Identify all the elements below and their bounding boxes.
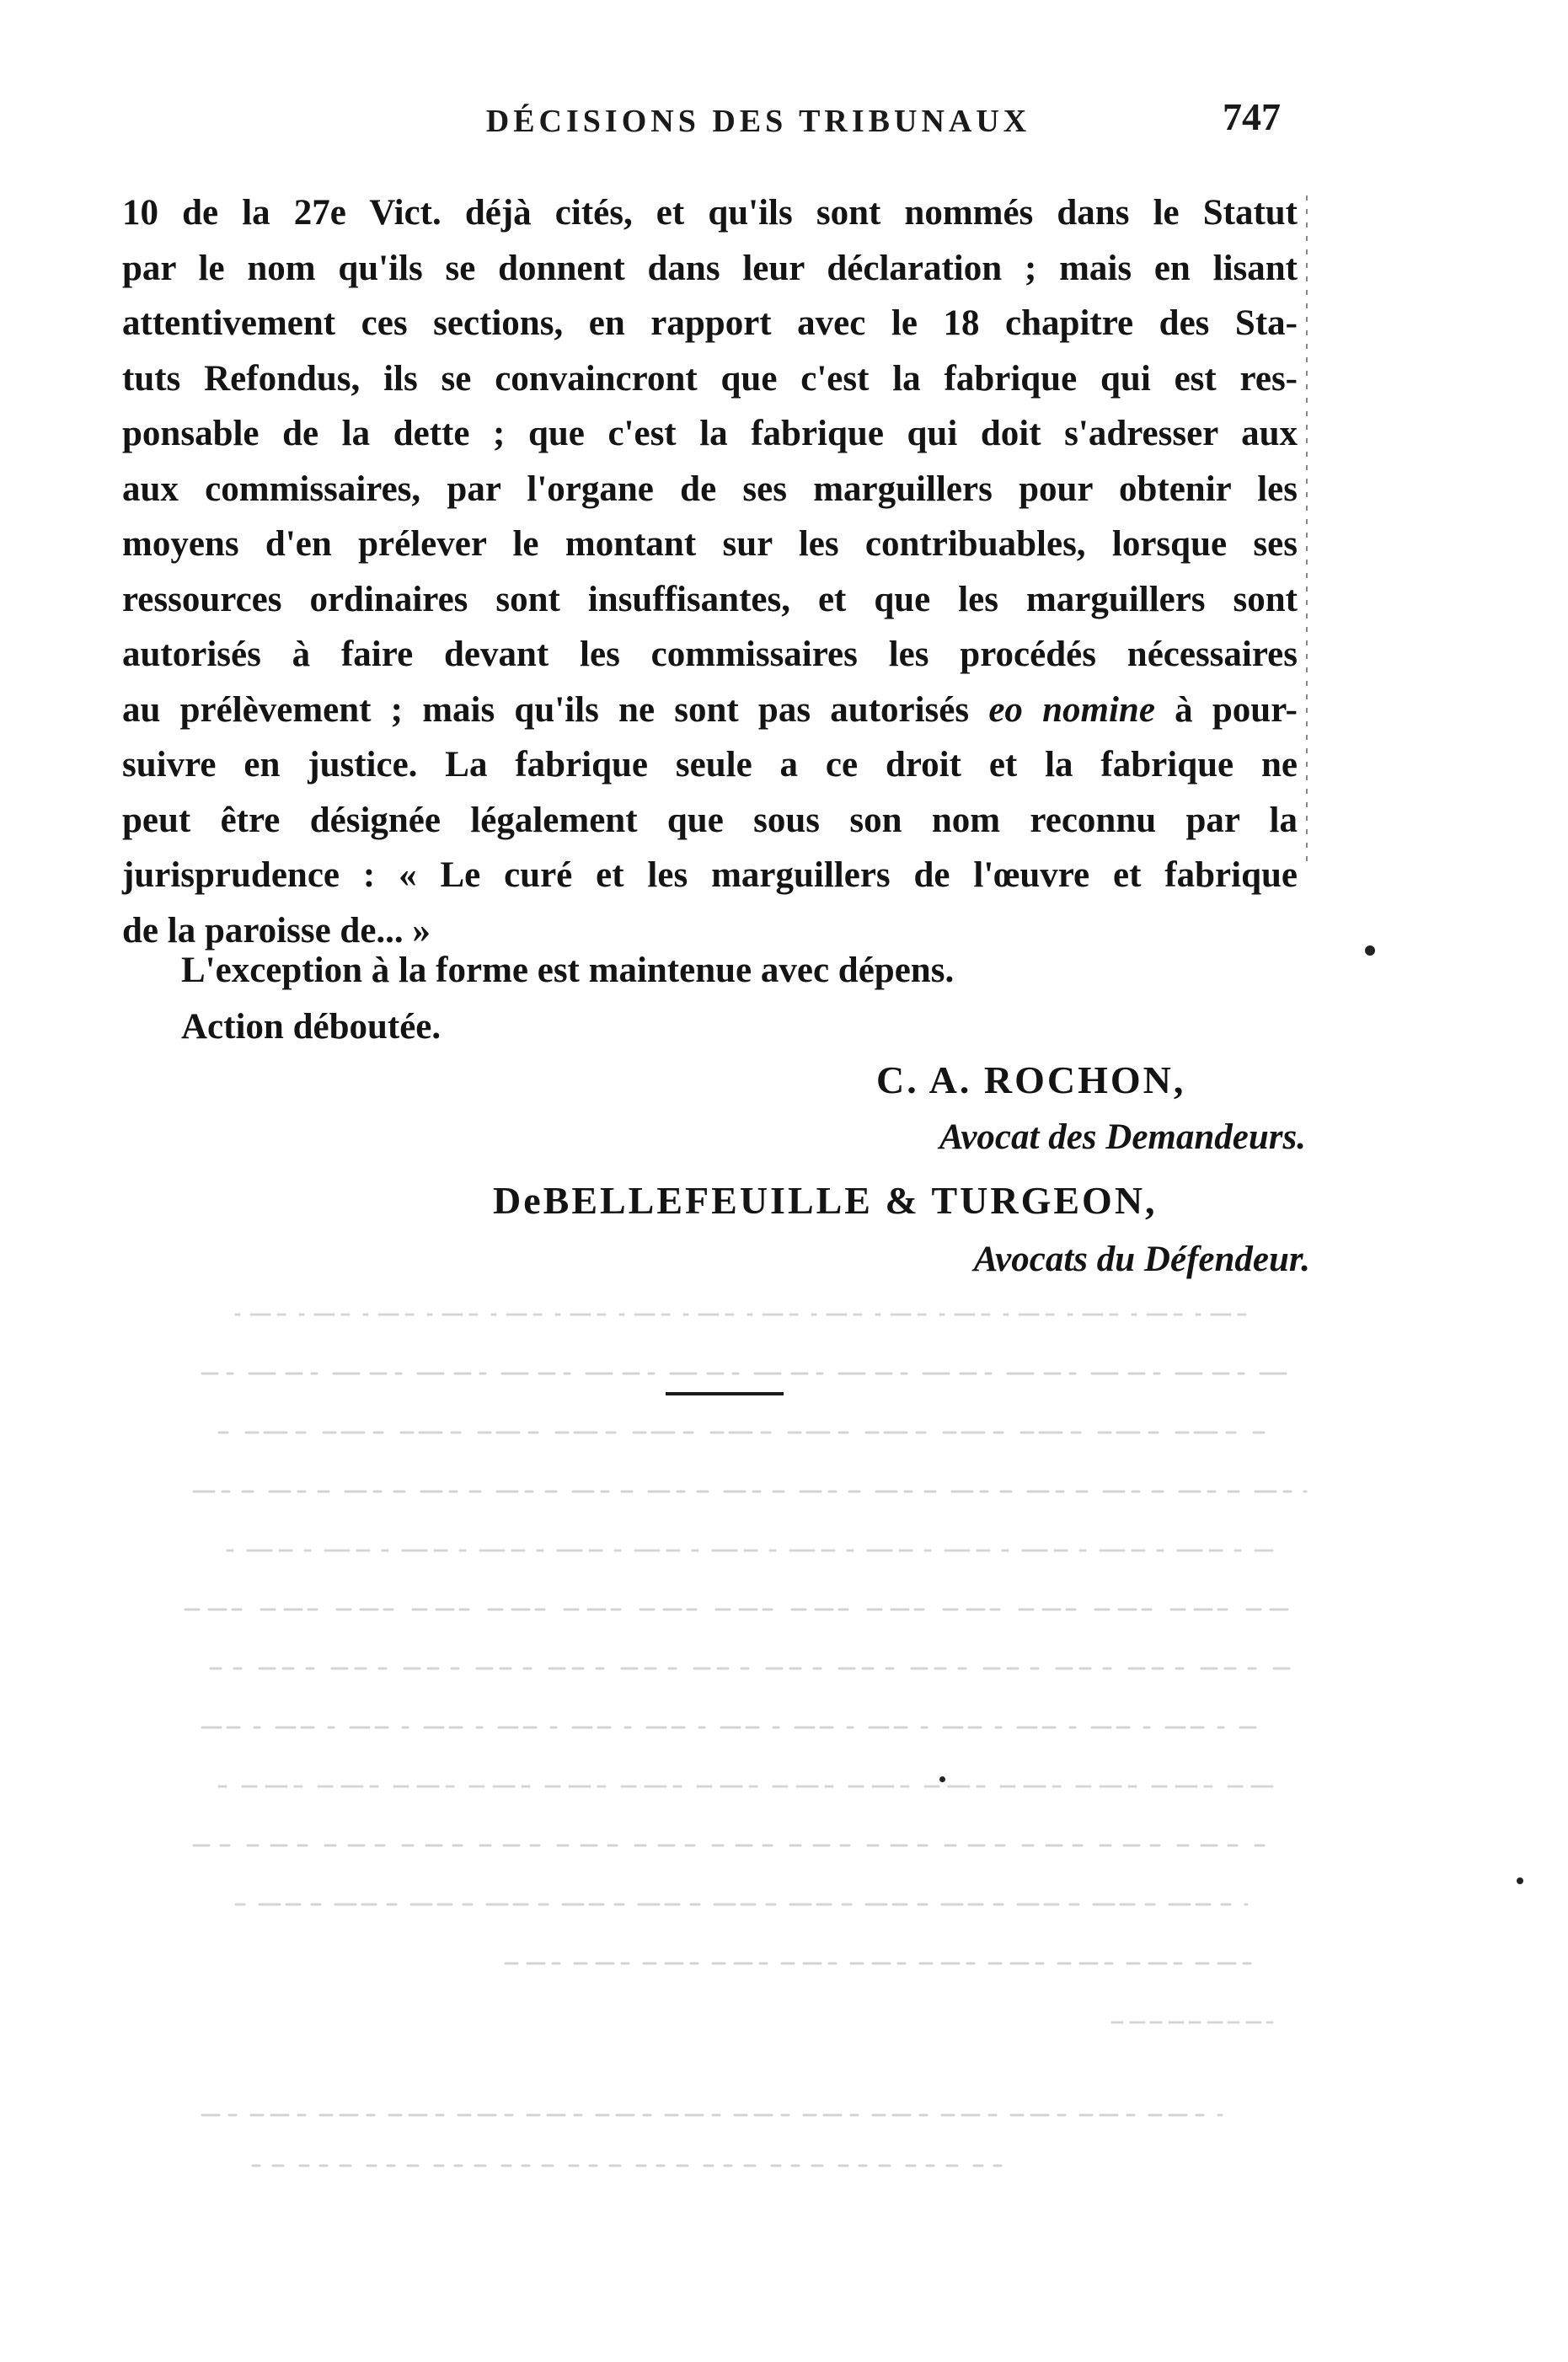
text-line: moyens d'en prélever le montant sur les contribuables, lorsque ses <box>122 524 1298 564</box>
text-line: autorisés à faire devant les commissaires les procédés nécessaires <box>122 635 1298 674</box>
signature-role: Avocat des Demandeurs. <box>939 1117 1306 1157</box>
body-paragraph <box>122 185 1298 958</box>
signature-name: DeBELLEFEUILLE & TURGEON, <box>493 1179 1158 1222</box>
text-line: ressources ordinaires sont insuffisantes, et que les marguillers sont <box>122 579 1298 619</box>
signature-role: Avocats du Défendeur. <box>973 1240 1310 1279</box>
text-line: tuts Refondus, ils se convaincront que c'est la fabrique qui est res- <box>122 358 1298 399</box>
text-line: par le nom qu'ils se donnent dans leur déclaration ; mais en lisant <box>122 248 1298 288</box>
ink-speck <box>1517 1877 1523 1884</box>
text-line: jurisprudence : « Le curé et les marguillers de l'œuvre et fabrique <box>122 855 1298 895</box>
text-line-with-italic <box>122 683 1298 738</box>
running-head <box>0 94 1568 145</box>
text-line: peut être désignée légalement que sous son nom reconnu par la <box>122 800 1298 840</box>
running-title: DÉCISIONS DES TRIBUNAUX <box>485 104 1031 139</box>
bleed-through-ghost-text <box>169 1247 1348 2216</box>
text-line-start: au prélèvement ; mais qu'ils ne sont pas autorisés <box>122 689 970 730</box>
text-line: aux commissaires, par l'organe de ses marguillers pour obtenir les <box>122 469 1298 509</box>
text-line: ponsable de la dette ; que c'est la fabrique qui doit s'adresser aux <box>122 414 1298 453</box>
page-number: 747 <box>1223 95 1281 138</box>
latin-phrase: eo nomine <box>988 689 1155 730</box>
verdict-line: L'exception à la forme est maintenue avec dépens. <box>181 951 955 990</box>
text-line: de la paroisse de... » <box>122 910 431 951</box>
margin-edge-marks <box>1304 195 1309 870</box>
ink-speck <box>1365 945 1375 956</box>
text-line-end: à pour- <box>1175 689 1298 730</box>
verdict-line: Action déboutée. <box>181 1007 442 1047</box>
text-line: suivre en justice. La fabrique seule a ce droit et la fabrique ne <box>122 745 1298 785</box>
verdict <box>181 942 1276 1055</box>
text-line: 10 de la 27e Vict. déjà cités, et qu'ils sont nommés dans le Statut <box>122 193 1298 233</box>
signature-name: C. A. ROCHON, <box>876 1058 1186 1101</box>
text-line: attentivement ces sections, en rapport avec le 18 chapitre des Sta- <box>122 303 1298 343</box>
